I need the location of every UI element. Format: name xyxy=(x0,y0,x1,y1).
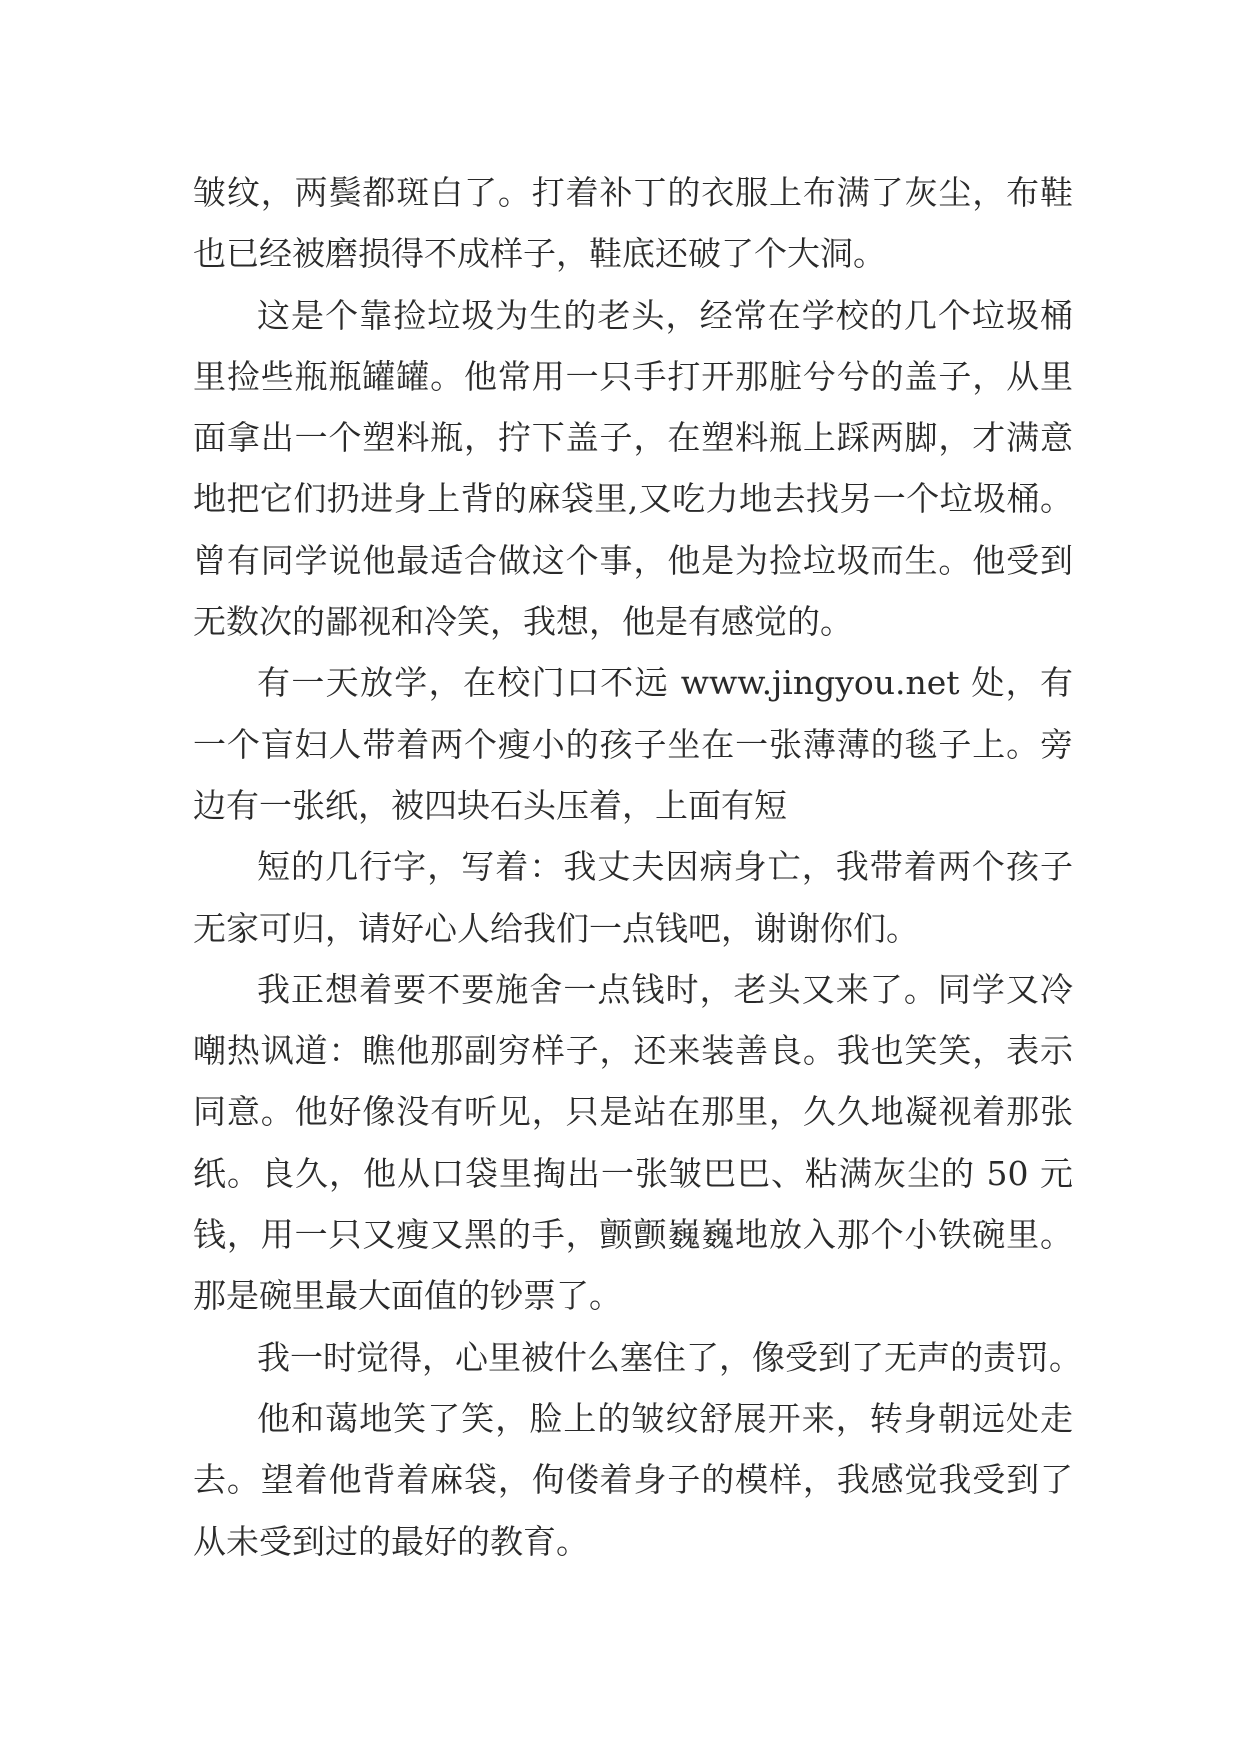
text-line: 纸。良久，他从口袋里掏出一张皱巴巴、粘满灰尘的 50 元 xyxy=(193,1153,1073,1193)
text-line: 曾有同学说他最适合做这个事，他是为捡垃圾而生。他受到 xyxy=(193,540,1073,580)
text-line: 边有一张纸，被四块石头压着，上面有短 xyxy=(193,785,787,825)
text-line: 一个盲妇人带着两个瘦小的孩子坐在一张薄薄的毯子上。旁 xyxy=(193,724,1073,764)
text-line: 从未受到过的最好的教育。 xyxy=(193,1521,589,1561)
text-line: 他和蔼地笑了笑，脸上的皱纹舒展开来，转身朝远处走 xyxy=(257,1398,1073,1438)
text-line: 里捡些瓶瓶罐罐。他常用一只手打开那脏兮兮的盖子，从里 xyxy=(193,356,1073,396)
text-line: 也已经被磨损得不成样子，鞋底还破了个大洞。 xyxy=(193,234,886,274)
text-line: 钱，用一只又瘦又黑的手，颤颤巍巍地放入那个小铁碗里。 xyxy=(193,1215,1073,1255)
text-line: 嘲热讽道：瞧他那副穷样子，还来装善良。我也笑笑，表示 xyxy=(193,1031,1073,1071)
text-line: 我正想着要不要施舍一点钱时，老头又来了。同学又冷 xyxy=(257,969,1073,1009)
text-line: 这是个靠捡垃圾为生的老头，经常在学校的几个垃圾桶 xyxy=(257,295,1073,335)
text-line: 面拿出一个塑料瓶，拧下盖子，在塑料瓶上踩两脚，才满意 xyxy=(193,418,1073,458)
text-line: 那是碗里最大面值的钞票了。 xyxy=(193,1276,622,1316)
text-line: 去。望着他背着麻袋，佝偻着身子的模样，我感觉我受到了 xyxy=(193,1460,1073,1500)
text-line: 有一天放学，在校门口不远 www.jingyou.net 处，有 xyxy=(257,663,1073,703)
document-body xyxy=(193,162,1082,1572)
text-line: 无数次的鄙视和冷笑，我想，他是有感觉的。 xyxy=(193,602,853,642)
text-line: 无家可归，请好心人给我们一点钱吧，谢谢你们。 xyxy=(193,908,919,948)
text-line: 皱纹，两鬓都斑白了。打着补丁的衣服上布满了灰尘，布鞋 xyxy=(193,173,1073,212)
text-line: 同意。他好像没有听见，只是站在那里，久久地凝视着那张 xyxy=(193,1092,1073,1132)
text-line: 我一时觉得，心里被什么塞住了，像受到了无声的责罚。 xyxy=(257,1337,1082,1377)
text-line: 短的几行字，写着：我丈夫因病身亡，我带着两个孩子 xyxy=(257,847,1073,887)
text-line: 地把它们扔进身上背的麻袋里,又吃力地去找另一个垃圾桶。 xyxy=(193,479,1073,519)
